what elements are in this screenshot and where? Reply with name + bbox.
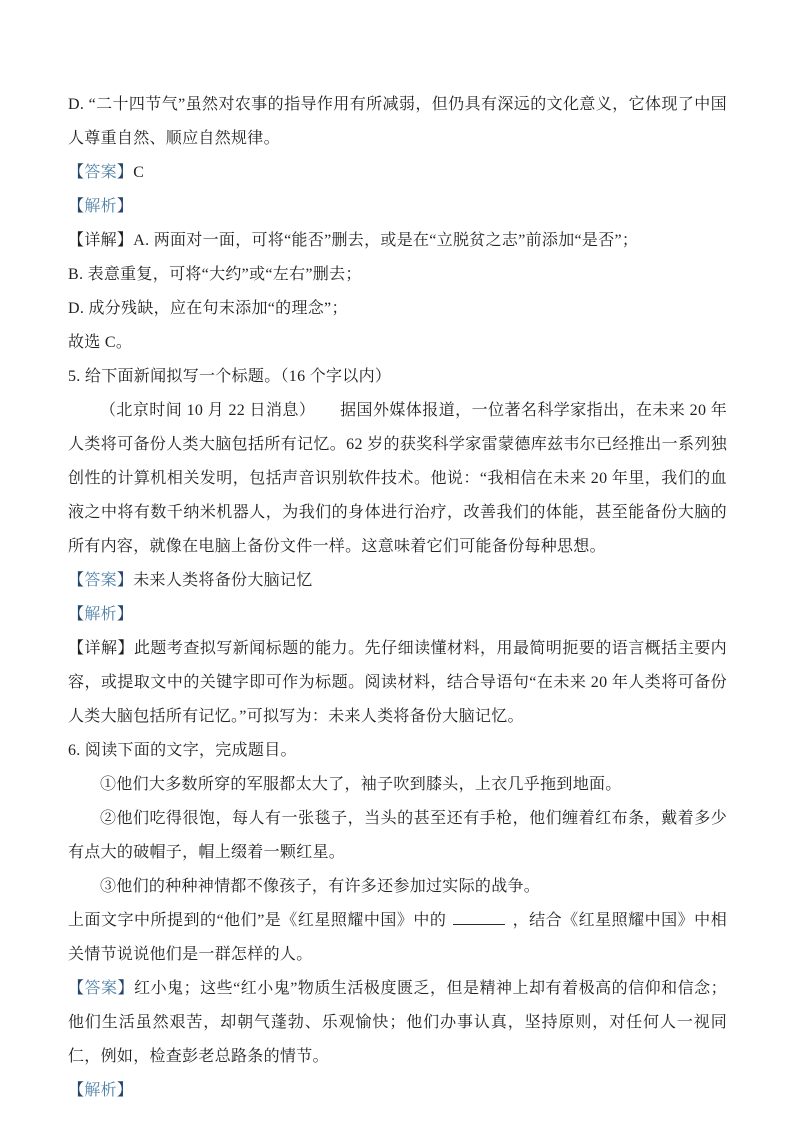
left-bracket: 【 — [68, 640, 85, 657]
option-d-paragraph: D. “二十四节气”虽然对农事的指导作用有所减弱，但仍具有深远的文化意义，它体现了中国人尊重自然、顺应自然规律。 — [68, 96, 727, 147]
analysis-block — [68, 598, 727, 632]
detail-text: 此题考查拟写新闻标题的能力。先仔细读懂材料，用最简明扼要的语言概括主要内容，或提取文中的关键字即可作为标题。阅读材料，结合导语句“在未来 20 年人类将可备份人类大脑包括所有记忆。”可拟写为：未来人类将备份大脑记忆。 — [68, 640, 727, 725]
answer-block — [68, 564, 727, 598]
right-bracket: 】 — [116, 1082, 134, 1099]
right-bracket: 】 — [116, 164, 134, 181]
left-bracket: 【 — [68, 1082, 85, 1099]
analysis-label: 解析 — [84, 198, 117, 215]
detail-block — [68, 224, 727, 258]
prompt-text-before-blank: 上面文字中所提到的“他们”是《红星照耀中国》中的 — [68, 912, 447, 929]
question-5-title: 5. 给下面新闻拟写一个标题。（16 个字以内） — [68, 368, 392, 385]
question-6-excerpt-1: ①他们大多数所穿的军服都太大了，袖子吹到膝头，上衣几乎拖到地面。 — [100, 776, 622, 793]
left-bracket: 【 — [68, 980, 85, 997]
right-bracket: 】 — [116, 232, 134, 249]
detail-item-b: B. 表意重复，可将“大约”或“左右”删去； — [68, 266, 362, 283]
right-bracket: 】 — [116, 198, 134, 215]
question-6-excerpt-2: ②他们吃得很饱，每人有一张毯子，当头的甚至还有手枪，他们缠着红布条，戴着多少有点大的破帽子，帽上缀着一颗红星。 — [68, 810, 727, 861]
question-5-news-passage: （北京时间 10 月 22 日消息） 据国外媒体报道，一位著名科学家指出，在未来 20 年人类将可备份人类大脑包括所有记忆。62 岁的获奖科学家雷蒙德库兹韦尔已经推出一系列独创性的计算机相关发明，包括声音识别软件技术。他说：“我相信在未来 20 年里，我们的血液之中将有数千纳米机器人，为我们的身体进行治疗，改善我们的体能，甚至能备份大脑的所有内容，就像在电脑上备份文件一样。这意味着它们可能备份每种思想。 — [68, 402, 727, 555]
analysis-label: 解析 — [84, 606, 117, 623]
answer-label: 答案 — [84, 980, 118, 997]
question-6-prompt — [68, 904, 727, 972]
answer-text: 未来人类将备份大脑记忆 — [133, 572, 313, 589]
detail-item-d: D. 成分残缺，应在句末添加“的理念”； — [68, 300, 348, 317]
answer-label: 答案 — [84, 572, 117, 589]
answer-block — [68, 156, 727, 190]
fill-in-blank-line — [453, 910, 505, 925]
right-bracket: 】 — [117, 640, 134, 657]
right-bracket: 】 — [117, 980, 135, 997]
right-bracket: 】 — [116, 606, 134, 623]
analysis-label: 解析 — [84, 1082, 117, 1099]
left-bracket: 【 — [68, 164, 85, 181]
analysis-block — [68, 190, 727, 224]
answer-text: 红小鬼；这些“红小鬼”物质生活极度匮乏，但是精神上却有着极高的信仰和信念；他们生活虽然艰苦，却朝气蓬勃、乐观愉快；他们办事认真，坚持原则，对任何人一视同仁，例如，检查彭老总路条的情节。 — [68, 980, 727, 1065]
left-bracket: 【 — [68, 606, 85, 623]
left-bracket: 【 — [68, 232, 85, 249]
detail-block — [68, 632, 727, 734]
left-bracket: 【 — [68, 198, 85, 215]
answer-block — [68, 972, 727, 1074]
detail-label: 详解 — [84, 232, 117, 249]
right-bracket: 】 — [116, 572, 134, 589]
question-6-title: 6. 阅读下面的文字，完成题目。 — [68, 742, 297, 759]
analysis-block — [68, 1074, 727, 1108]
detail-label: 详解 — [84, 640, 118, 657]
question-6-excerpt-3: ③他们的种种神情都不像孩子，有许多还参加过实际的战争。 — [100, 878, 541, 895]
conclusion-line: 故选 C。 — [68, 334, 133, 351]
detail-text: A. 两面对一面，可将“能否”删去，或是在“立脱贫之志”前添加“是否”； — [133, 232, 639, 249]
prompt-text-after-blank: ，结合《红星照耀中国》中相关情节说说他们是一群怎样的人。 — [68, 912, 727, 963]
answer-label: 答案 — [84, 164, 117, 181]
answer-text: C — [133, 164, 145, 181]
left-bracket: 【 — [68, 572, 85, 589]
